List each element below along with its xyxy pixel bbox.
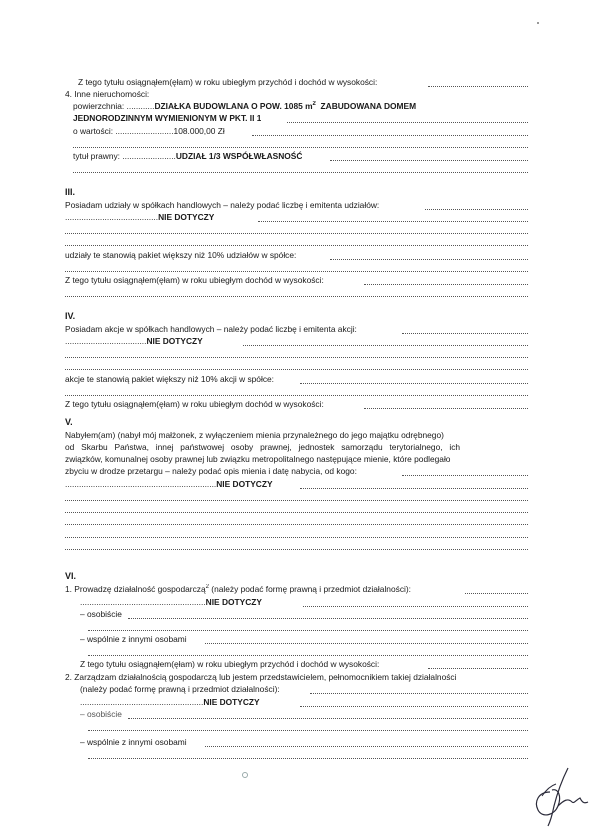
dotted-fill [300, 383, 528, 384]
dotted-line [65, 357, 528, 358]
dotted-fill [128, 718, 528, 719]
dotted-fill [364, 284, 528, 285]
dotted-fill [205, 746, 528, 747]
dotted-fill [402, 475, 528, 476]
section-3-question: Posiadam udziały w spółkach handlowych – należy podać liczbę i emitenta udziałów: [65, 200, 380, 210]
dotted-fill: ...................................................... [80, 597, 206, 607]
dotted-fill [287, 122, 528, 123]
dotted-line [73, 172, 528, 173]
title-row [73, 151, 302, 161]
dotted-line [65, 512, 528, 513]
dotted-line [88, 730, 528, 731]
scan-mark [537, 22, 539, 24]
dotted-fill [303, 606, 528, 607]
jointly-label: – wspólnie z innymi osobami [80, 634, 187, 644]
dotted-fill [428, 86, 528, 87]
dotted-line [65, 500, 528, 501]
section-5-answer-row [65, 479, 273, 489]
section-6-answer-1: NIE DOTYCZY [205, 597, 262, 607]
signature [528, 762, 592, 830]
value-row [73, 126, 225, 136]
dotted-line [65, 395, 528, 396]
section-6-answer-2-row [80, 697, 260, 707]
dotted-fill: ................................................................. [65, 479, 217, 489]
jointly-label-2: – wspólnie z innymi osobami [80, 737, 187, 747]
section-6-item-1 [65, 584, 411, 594]
dotted-fill [128, 618, 528, 619]
dotted-fill [252, 135, 528, 136]
dotted-line [65, 537, 528, 538]
area-value-3: JEDNORODZINNYM WYMIENIONYM W PKT. II 1 [73, 113, 262, 123]
section-6-income: Z tego tytułu osiągnąłem(ęłam) w roku ubiegłym przychód i dochód w wysokości: [80, 659, 380, 669]
personal-label-2: – osobiście [80, 709, 122, 719]
dotted-fill [465, 593, 528, 594]
title-label: tytuł prawny: [73, 151, 121, 161]
section-4-heading: IV. [65, 311, 76, 321]
section-6-heading: VI. [65, 571, 77, 581]
dotted-fill [364, 408, 528, 409]
value-label: o wartości: [73, 126, 114, 136]
section-6-answer-2: NIE DOTYCZY [203, 697, 260, 707]
area-sup: 2 [312, 101, 316, 108]
dotted-fill: ................................... [65, 336, 147, 346]
item-1-sup: 2 [205, 584, 209, 591]
dotted-fill [205, 643, 528, 644]
dotted-line [65, 245, 528, 246]
section-5-line-2: od Skarbu Państwa, innej państwowej osoby prawnej, jednostek samorządu terytorialnego, ich [65, 442, 461, 452]
dotted-fill [310, 693, 528, 694]
section-3-income: Z tego tytułu osiągnąłem(ęłam) w roku ubiegłym dochód w wysokości: [65, 275, 324, 285]
dotted-fill [330, 259, 528, 260]
personal-label: – osobiście [80, 609, 122, 619]
section-6-item-2: 2. Zarządzam działalnością gospodarczą lub jestem przedstawicielem, pełnomocnikiem takiej działalności [65, 672, 457, 682]
section-3-over10: udziały te stanowią pakiet większy niż 10% udziałów w spółce: [65, 250, 297, 260]
item-1-text-b: (należy podać formę prawną i przedmiot działalności): [211, 584, 411, 594]
dotted-fill [402, 333, 528, 334]
section-4-over10: akcje te stanowią pakiet większy niż 10% akcji w spółce: [65, 374, 275, 384]
dotted-fill: ..................................................... [80, 697, 204, 707]
dotted-line [65, 296, 528, 297]
section-5-line-4: zbyciu w drodze przetargu – należy podać opis mienia i datę nabycia, od kogo: [65, 466, 357, 476]
dotted-line [88, 758, 528, 759]
section-6-item-2-b: (należy podać formę prawną i przedmiot działalności): [80, 684, 280, 694]
section-5-answer: NIE DOTYCZY [216, 479, 273, 489]
dotted-fill [243, 345, 528, 346]
dotted-line [65, 369, 528, 370]
dotted-line [65, 233, 528, 234]
item-1-text-a: 1. Prowadzę działalność gospodarczą [65, 584, 206, 594]
section-4-question: Posiadam akcje w spółkach handlowych – należy podać liczbę i emitenta akcji: [65, 324, 357, 334]
dotted-fill [425, 209, 528, 210]
dotted-fill: ......................... [115, 126, 174, 136]
scan-mark [242, 772, 248, 778]
section-6-answer-1-row [80, 597, 262, 607]
title-value: UDZIAŁ 1/3 WSPÓŁWŁASNOŚĆ [175, 151, 303, 161]
section-4-income: Z tego tytułu osiągnąłem(ęłam) w roku ubiegłym dochód w wysokości: [65, 399, 324, 409]
dotted-line [65, 549, 528, 550]
section-5-line-1: Nabyłem(am) (nabył mój małżonek, z wyłączeniem mienia przynależnego do jego majątku odrębnego) [65, 430, 444, 440]
section-5-heading: V. [65, 417, 73, 427]
dotted-fill [300, 706, 528, 707]
dotted-fill: ....................... [122, 151, 176, 161]
dotted-fill [258, 221, 528, 222]
dotted-fill [428, 668, 528, 669]
dotted-fill [300, 488, 528, 489]
dotted-line [73, 147, 528, 148]
area-value-2: ZABUDOWANA DOMEM [320, 101, 417, 111]
income-line: Z tego tytułu osiągnąłem(ęłam) w roku ubiegłym przychód i dochód w wysokości: [78, 77, 378, 87]
section-5-line-3: związków, komunalnej osoby prawnej lub związku metropolitalnego następujące mienie, które podlegało [65, 454, 451, 464]
area-value-1: DZIAŁKA BUDOWLANA O POW. 1085 m [154, 101, 313, 111]
value-value: 108.000,00 Zł [173, 126, 225, 136]
dotted-fill [330, 160, 528, 161]
section-3-heading: III. [65, 187, 76, 197]
dotted-fill: ............ [126, 101, 155, 111]
dotted-line [88, 630, 528, 631]
dotted-fill: ........................................ [65, 212, 159, 222]
dotted-line [88, 655, 528, 656]
dotted-line [65, 271, 528, 272]
section-3-answer: NIE DOTYCZY [158, 212, 215, 222]
section-3-answer-row [65, 212, 214, 222]
dotted-line [65, 524, 528, 525]
area-row [73, 101, 416, 111]
section-4-answer-row [65, 336, 203, 346]
area-label: powierzchnia: [73, 101, 125, 111]
item-4-label: 4. Inne nieruchomości: [65, 89, 150, 99]
section-4-answer: NIE DOTYCZY [146, 336, 203, 346]
